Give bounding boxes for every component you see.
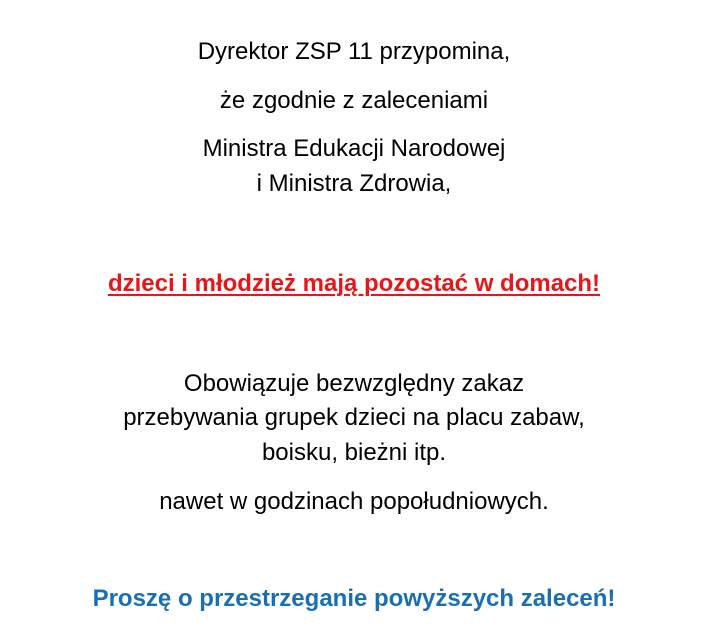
notice-rule-line-2: przebywania grupek dzieci na placu zabaw, — [123, 404, 585, 431]
notice-intro-line-3: Ministra Edukacji Narodowej — [202, 135, 506, 162]
notice-rule-line-3: boisku, bieżni itp. — [261, 439, 447, 466]
notice-intro-line-4: i Ministra Zdrowia, — [256, 170, 452, 197]
notice-headline: dzieci i młodzież mają pozostać w domach! — [107, 270, 601, 297]
notice-intro-line-2: że zgodnie z zaleceniami — [219, 87, 489, 114]
notice-closing: Proszę o przestrzeganie powyższych zaleceń! — [92, 585, 616, 612]
notice-rule-line-1: Obowiązuje bezwzględny zakaz — [183, 370, 525, 397]
notice-time-note: nawet w godzinach popołudniowych. — [159, 488, 549, 515]
notice-intro-line-1: Dyrektor ZSP 11 przypomina, — [197, 38, 511, 65]
